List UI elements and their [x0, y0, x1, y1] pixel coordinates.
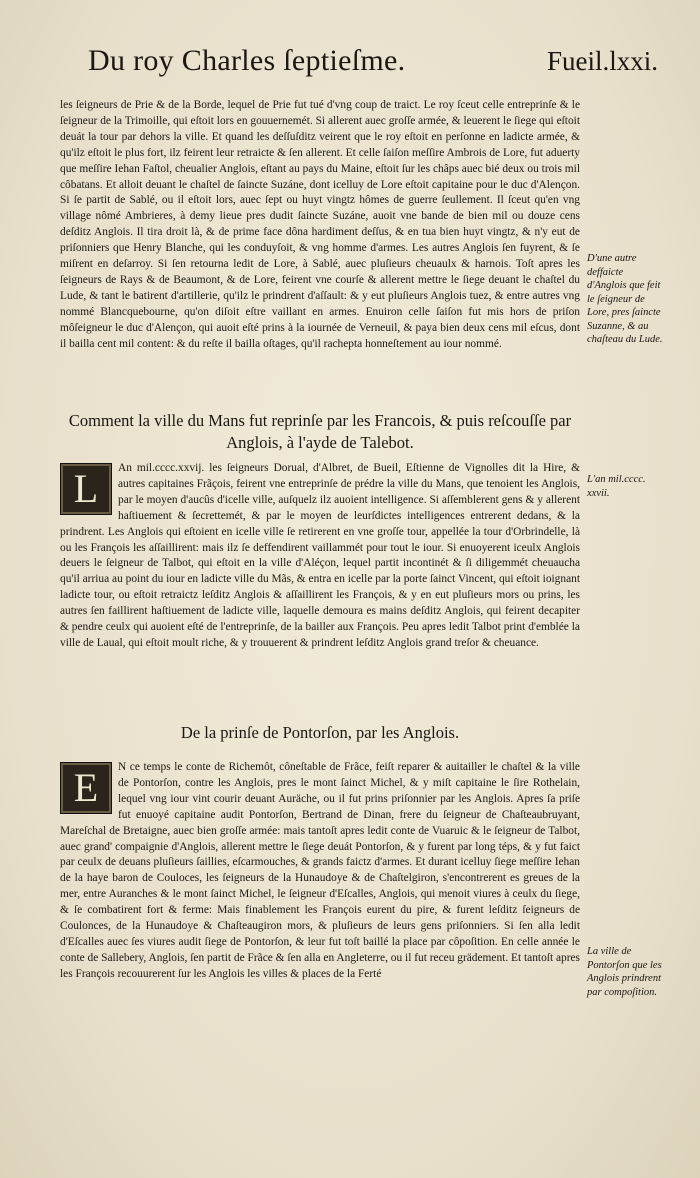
margin-note-1: D'une autre deffaicte d'Anglois que feit le ſeigneur de Lore, pres ſaincte Suzanne, & au chaſteau du Lude. [587, 253, 663, 345]
decorated-initial-1: L [60, 463, 112, 515]
paragraph-3-text: N ce temps le conte de Richemôt, côneſtable de Frãce, feiſt reparer & auitailler le chaſtel & la ville de Pontorſon, contre les Anglois, pres le mont ſainct Michel, & y miſt capitaine le ſire Rothelain, lequel vng iour vint courir deuant Auräche, ou il fut prins priſonnier par les Anglois. Apres ſa priſe fut enuoyé capitaine audit Pontorſon, Bertrand de Dinan, frere du ſeigneur de Chaſteaubruyant, Mareſchal de Bretaigne, auec bien groſſe armée: mais tantoſt apres ledit conte de Vuaruic & le ſeigneur de Talbot, auec grand' compaignie d'Anglois, allerent mettre le ſiege deuát Pontorſon, & y furent par long téps, & y fut faict par ceulx de deuans pluſieurs ſaillies, eſcarmouches, & grands faictz d'armes. Et durant icelluy ſiege meſſire Iehan de la haye baron de Couloces, les ſeigneurs de la Hunaudoye & de Chaſtelgiron, s'encontrerent es greues de la mer, entre Auranches & le mont ſainct Michel, le ſeigneur d'Eſcalles, Anglois, qui menoit viures à ceulx du ſiege, & ſe combatirent fort & ferme: Mais finablement les François eurent du pire, & furent leſditz ſeigneurs de Coulonces, de la Hunaudoye & Chaſteaugiron mors, & pluſieurs de leurs gens priſonniers. Si ſen alla ledit d'Eſcalles auec ſes viures audit ſiege de Pontorſon, & leur fut toſt baillé la place par côpoſition. En celle année le conte de Sallebery, Anglois, ſen partit de Frãce & ſen alla en Angleterre, ou il fut receu grädement. Et tantoſt apres les François recouurerent ſur les Anglois les villes & places de la Ferté [60, 761, 580, 980]
paragraph-2-text: An mil.cccc.xxvij. les ſeigneurs Dorual, d'Albret, de Bueil, Eſtienne de Vignolles dit la Hire, & autres capitaines Frãçois, feirent vne entreprinſe de prédre la ville du Mans, que tenoient les Anglois, par le moyen d'aucûs d'icelle ville, auſquelz ilz auoient intelligence. Si aſſemblerent gens & y allerent haſtiuement & ſecrettemét, & par le moyen de leurſdictes intelligences entrerent dedans, & la prindrent. Les Anglois qui eſtoient en icelle ville ſe retirerent en vne groſſe tour, appellée la tour d'Orbrindelle, là ou les François les aſſaillirent: mais ilz ſe deffendirent vaillammét pour tout le iour. Si enuoyerent iceulx Anglois deuers le ſeigneur de Talbot, qui eſtoit en la ville d'Aléçon, lequel partit incontinét & ſi diligemmét cheuaucha qu'il arriua au point du iour en ladicte ville du Mãs, & entra en icelle par la porte ſainct Vincent, qui eſtoit ioignant ladicte tour, ou eſtoit retraictz leſditz Anglois & aſſaillirent les François, & y en eut pluſieurs mors ou prins, les autres ſen faillirent haſtiuement de ladicte ville, laquelle demoura es mains deſditz Anglois, qui feirent decapiter & pendre ceulx qui auoient eſté de l'entreprinſe, de la bailler aux François. Peu apres ledit Talbot print d'emblée la ville de Laual, qui eſtoit moult riche, & y trouuerent & prindrent leſditz Anglois grand treſor & cheuance. [60, 462, 580, 649]
folio-number: Fueil.lxxi. [546, 46, 658, 76]
margin-note-3: La ville de Pontorſon que les Anglois prindrent par compoſition. [587, 946, 662, 998]
running-head [88, 44, 658, 84]
paragraph-1-text: les ſeigneurs de Prie & de la Borde, lequel de Prie fut tué d'vng coup de traict. Le roy ſceut celle entreprinſe & le ſeigneur de la Trimoille, qui eſtoit lors en gouuernemét. Si allerent auec groſſe armée, & leuerent le ſiege qui eſtoit deuát la tour par dehors la ville. Et quand les deſſuſditz veirent que le roy eſtoit en perſonne en ladicte armée, & qu'ilz eſtoit le plus fort, ilz feirent leur retraicte & ſen allerent. Et celle ſaiſon meſſire Ambrois de Lore, fut aduerty que meſſire Iehan Faſtol, cheualier Anglois, eſtant au pays du Maine, eſtoit ſur les châps auec bié deux ou trois mil côbatans. Et alloit deuant le chaſtel de ſaincte Suzáne, dont icelluy de Lore eſtoit capitaine pour le duc d'Alençon. Si ſe partit de Sablé, ou il eſtoit lors, auec ſept ou huyt vingtz hômes de guerre ſeullement. Il ſceut qu'en vng village nômé Ambrieres, à demy lieue pres dudit ſaincte Suzáne, auoit vne bande de bien mil ou douze cens deſditz Anglois. Il tira droit là, & de prime face dôna hardiment deſſus, & en tua bien huyt vingtz, & n'y eut de priſonniers que Henry Blanche, qui les conduyſoit, & vng homme d'armes. Les autres Anglois ſen fuyrent, & ſe miſrent en deſarroy. Si ſen retourna ledit de Lore, à Sablé, auec pluſieurs cheuaulx & harnois. Toſt apres les ſeigneurs de Rays & de Beaumont, & de Lore, feirent vne courſe & allerent mettre le ſiege deuant le chaſtel du Lude, & tant le batirent d'artillerie, qu'ilz le prindrent d'aſſault: & y eut pluſieurs Anglois tuez, & entre autres vng nommé Blancquebourne, qu'on diſoit eſtre vaillant en armes. Enuiron celle ſaiſon fut mis hors de priſon môſeigneur le duc d'Alençon, qui auoit eſté prins à la iournée de Verneuil, & paya bien deux cens mil eſcus, dont il bailla cent mil content: & du reſte il bailla oſtages, qu'il rachepta honneſtement au iour nommé. [60, 99, 580, 350]
margin-note-2: L'an mil.cccc. xxvii. [587, 474, 646, 499]
decorated-initial-2: E [60, 762, 112, 814]
paragraph-3 [60, 760, 580, 1040]
section-heading-1: Comment la ville du Mans fut reprinſe par les Francois, & puis reſcouſſe par Anglois, à l'ayde de Talebot. [68, 411, 572, 452]
paragraph-1 [60, 98, 580, 398]
running-head-title: Du roy Charles ſeptieſme. [88, 44, 406, 77]
paragraph-2 [60, 461, 580, 716]
section-heading-2: De la prinſe de Pontorſon, par les Anglois. [180, 723, 460, 742]
